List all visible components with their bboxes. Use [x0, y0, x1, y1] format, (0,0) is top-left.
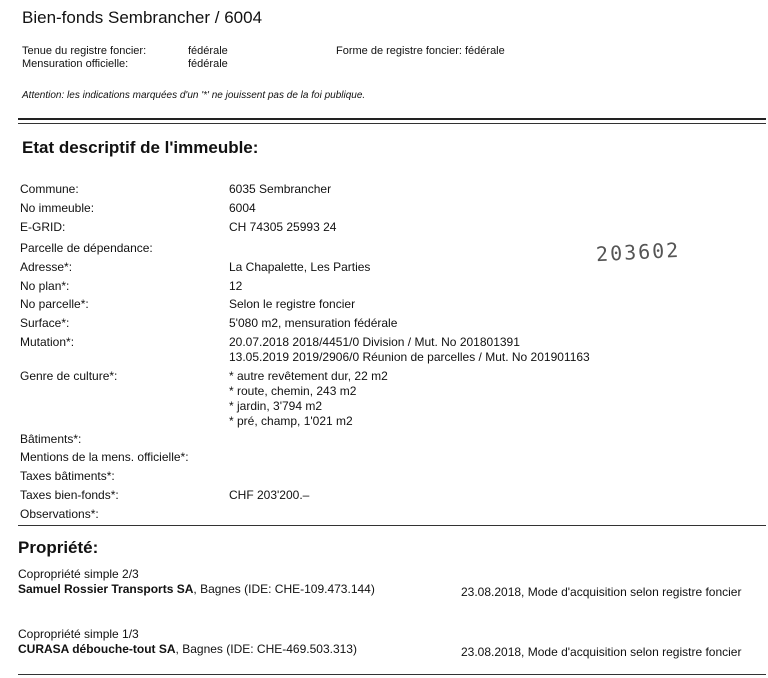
etat-row-value: 13.05.2019 2019/2906/0 Réunion de parcelles / Mut. No 201901163 — [229, 350, 590, 364]
divider-top-thin — [18, 123, 766, 124]
etat-row-label: No immeuble: — [20, 201, 95, 215]
owner-line — [18, 582, 375, 596]
etat-row-label: No plan*: — [20, 279, 70, 293]
owner-line — [18, 642, 357, 656]
etat-row-value: * route, chemin, 243 m2 — [229, 384, 357, 398]
owner-details: , Bagnes (IDE: CHE-469.503.313) — [175, 642, 357, 656]
etat-row-label: Observations*: — [20, 507, 99, 521]
attention-note: Attention: les indications marquées d'un '*' ne jouissent pas de la foi publique. — [22, 90, 366, 101]
owner-type: Copropriété simple 1/3 — [18, 627, 139, 641]
etat-row-label: Genre de culture*: — [20, 369, 118, 383]
etat-row-value: 6035 Sembrancher — [229, 182, 332, 196]
etat-row-value: * pré, champ, 1'021 m2 — [229, 414, 353, 428]
etat-row-value: 12 — [229, 279, 243, 293]
etat-row-value: 6004 — [229, 201, 256, 215]
etat-row-label: Taxes bien-fonds*: — [20, 488, 119, 502]
etat-row-label: Bâtiments*: — [20, 432, 82, 446]
divider-bottom — [18, 674, 766, 675]
owner-name: Samuel Rossier Transports SA — [18, 582, 194, 596]
divider-top — [18, 118, 766, 120]
etat-row-value: Selon le registre foncier — [229, 297, 356, 311]
owner-acquisition: 23.08.2018, Mode d'acquisition selon registre foncier — [461, 585, 742, 599]
tenue-value: fédérale — [188, 45, 228, 57]
etat-heading: Etat descriptif de l'immeuble: — [22, 138, 259, 157]
divider-middle — [18, 525, 766, 526]
etat-row-value: * autre revêtement dur, 22 m2 — [229, 369, 388, 383]
owner-name: CURASA débouche-tout SA — [18, 642, 176, 656]
etat-row-label: Parcelle de dépendance: — [20, 241, 153, 255]
mensuration-value: fédérale — [188, 58, 228, 70]
tenue-label: Tenue du registre foncier: — [22, 45, 147, 57]
etat-row-value: La Chapalette, Les Parties — [229, 260, 371, 274]
etat-row-label: Mentions de la mens. officielle*: — [20, 450, 189, 464]
owner-acquisition: 23.08.2018, Mode d'acquisition selon registre foncier — [461, 645, 742, 659]
etat-row-label: Surface*: — [20, 316, 70, 330]
etat-row-value: 20.07.2018 2018/4451/0 Division / Mut. No 201801391 — [229, 335, 520, 349]
etat-row-value: * jardin, 3'794 m2 — [229, 399, 323, 413]
etat-row-value: CH 74305 25993 24 — [229, 220, 337, 234]
etat-row-label: E-GRID: — [20, 220, 66, 234]
owner-type: Copropriété simple 2/3 — [18, 567, 139, 581]
etat-row-label: Mutation*: — [20, 335, 75, 349]
etat-row-label: No parcelle*: — [20, 297, 89, 311]
owner-details: , Bagnes (IDE: CHE-109.473.144) — [193, 582, 375, 596]
etat-row-value: CHF 203'200.– — [229, 488, 310, 502]
mensuration-label: Mensuration officielle: — [22, 58, 129, 70]
etat-row-label: Taxes bâtiments*: — [20, 469, 115, 483]
forme-registre: Forme de registre foncier: fédérale — [336, 45, 505, 57]
propriete-heading: Propriété: — [18, 538, 99, 557]
etat-row-label: Adresse*: — [20, 260, 73, 274]
document-title: Bien-fonds Sembrancher / 6004 — [22, 8, 263, 27]
handwritten-stamp: 203602 — [595, 237, 681, 267]
etat-row-value: 5'080 m2, mensuration fédérale — [229, 316, 398, 330]
etat-row-label: Commune: — [20, 182, 79, 196]
